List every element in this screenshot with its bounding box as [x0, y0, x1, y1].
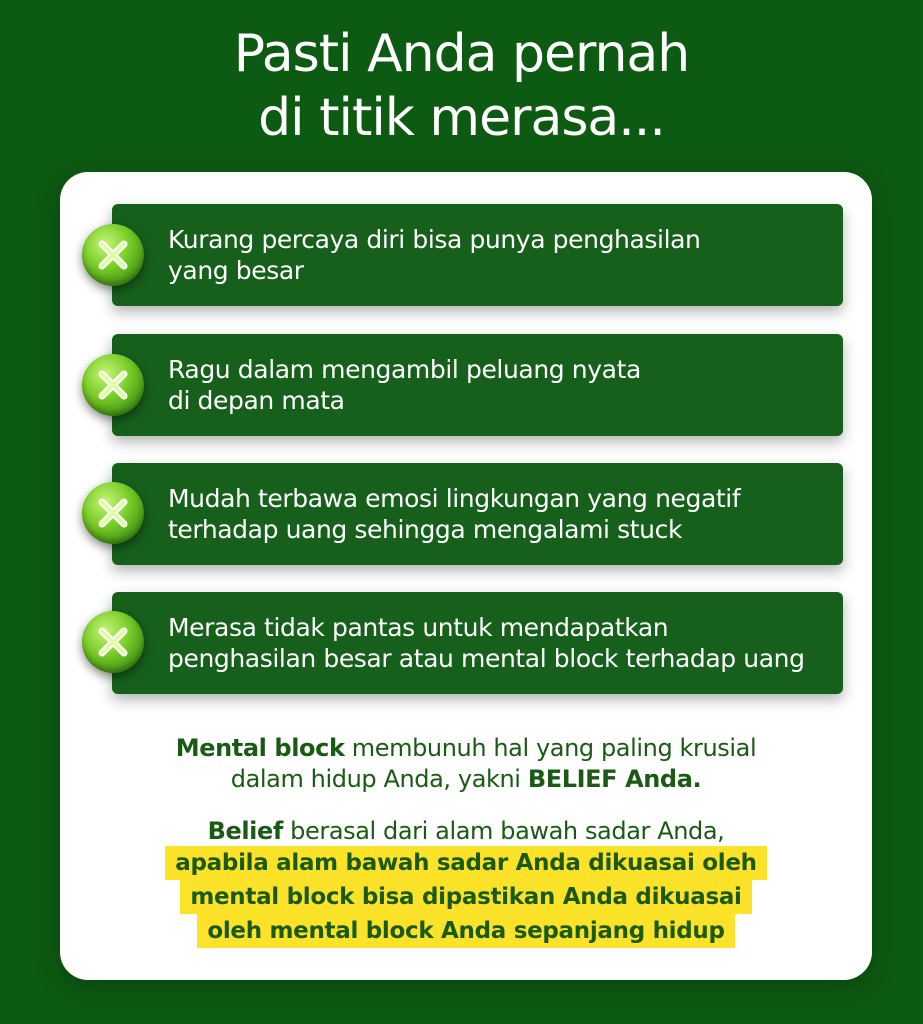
- statement-text: membunuh hal yang paling krusial: [344, 734, 757, 762]
- belief-statement: [60, 816, 872, 847]
- x-mark-icon: [82, 354, 144, 416]
- list-item-text: Mudah terbawa emosi lingkungan yang negatif terhadap uang sehingga mengalami stuck: [168, 484, 741, 544]
- list-item: [112, 463, 843, 565]
- highlight-line: mental block bisa dipastikan Anda dikuasai: [180, 880, 751, 914]
- headline-line-1: Pasti Anda pernah: [233, 24, 690, 84]
- headline-line-2: di titik merasa...: [258, 88, 665, 148]
- statement-text-line2: dalam hidup Anda, yakni: [230, 765, 528, 793]
- highlighted-conclusion: [60, 846, 872, 948]
- mental-block-statement: [60, 733, 872, 795]
- x-mark-icon: [82, 482, 144, 544]
- list-item-text: Ragu dalam mengambil peluang nyata di depan mata: [168, 355, 641, 415]
- statement-bold-mental-block: Mental block: [175, 734, 345, 762]
- headline: [0, 22, 923, 150]
- x-mark-icon: [82, 611, 144, 673]
- highlight-line: oleh mental block Anda sepanjang hidup: [197, 914, 734, 948]
- list-item: [112, 334, 843, 436]
- x-mark-icon: [82, 224, 144, 286]
- statement-bold-belief: BELIEF Anda.: [527, 765, 702, 793]
- list-item: [112, 204, 843, 306]
- list-item-text: Merasa tidak pantas untuk mendapatkan penghasilan besar atau mental block terhadap uang: [168, 613, 805, 673]
- statement-text: berasal dari alam bawah sadar Anda,: [282, 817, 725, 845]
- highlight-line: apabila alam bawah sadar Anda dikuasai oleh: [165, 846, 766, 880]
- list-item-text: Kurang percaya diri bisa punya penghasilan yang besar: [168, 225, 701, 285]
- statement-bold-belief-word: Belief: [207, 817, 283, 845]
- list-item: [112, 592, 843, 694]
